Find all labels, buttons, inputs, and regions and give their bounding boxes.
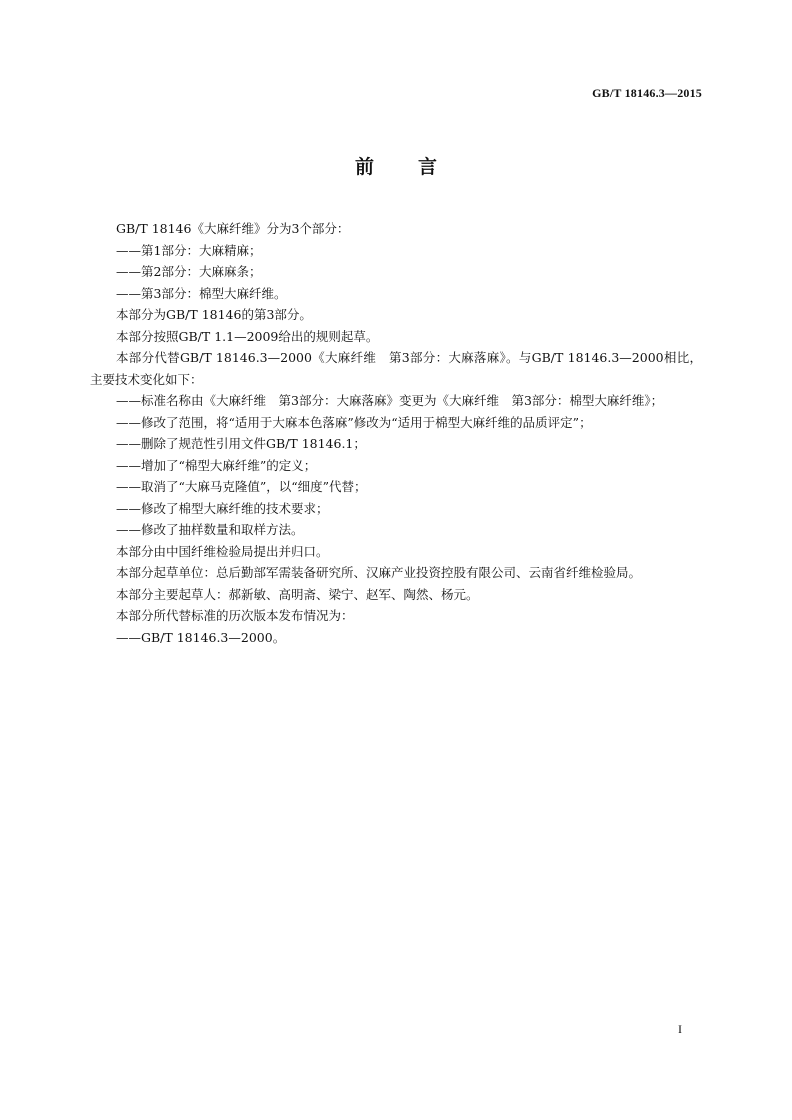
list-item: ——标准名称由《大麻纤维 第3部分：大麻落麻》变更为《大麻纤维 第3部分：棉型大麻纤维》； — [116, 393, 664, 408]
list-item: ——第1部分：大麻精麻； — [116, 242, 262, 258]
standard-code: GB/T 18146.3—2015 — [592, 86, 702, 100]
list-item: ——GB/T 18146.3—2000。 — [116, 629, 286, 645]
paragraph: GB/T 18146《大麻纤维》分为3个部分： — [116, 221, 350, 236]
paragraph: 本部分代替GB/T 18146.3—2000《大麻纤维 第3部分：大麻落麻》。与GB/T 18146.3—2000相比，主要技术变化如下： — [90, 350, 702, 387]
list-item: ——取消了“大麻马克隆值”，以“细度”代替； — [116, 479, 367, 494]
list-item: ——增加了“棉型大麻纤维”的定义； — [116, 457, 317, 473]
page-title: 前言 — [354, 156, 481, 178]
list-item: ——修改了抽样数量和取样方法。 — [116, 522, 304, 537]
paragraph: 本部分所代替标准的历次版本发布情况为： — [116, 608, 354, 623]
page-number: I — [678, 1022, 682, 1036]
list-item: ——修改了范围，将“适用于大麻本色落麻”修改为“适用于棉型大麻纤维的品质评定”； — [116, 414, 592, 430]
list-item: ——第3部分：棉型大麻纤维。 — [116, 285, 287, 301]
list-item: ——第2部分：大麻麻条； — [116, 264, 262, 279]
paragraph: 本部分主要起草人：郝新敏、高明斋、梁宁、赵军、陶然、杨元。 — [116, 586, 479, 602]
paragraph: 本部分按照GB/T 1.1—2009给出的规则起草。 — [116, 328, 379, 344]
paragraph: 本部分由中国纤维检验局提出并归口。 — [116, 543, 329, 559]
list-item: ——修改了棉型大麻纤维的技术要求； — [116, 500, 329, 516]
paragraph: 本部分起草单位：总后勤部军需装备研究所、汉麻产业投资控股有限公司、云南省纤维检验局。 — [116, 565, 642, 580]
list-item: ——删除了规范性引用文件GB/T 18146.1； — [116, 436, 366, 451]
paragraph: 本部分为GB/T 18146的第3部分。 — [116, 307, 312, 322]
foreword-body — [90, 218, 702, 648]
